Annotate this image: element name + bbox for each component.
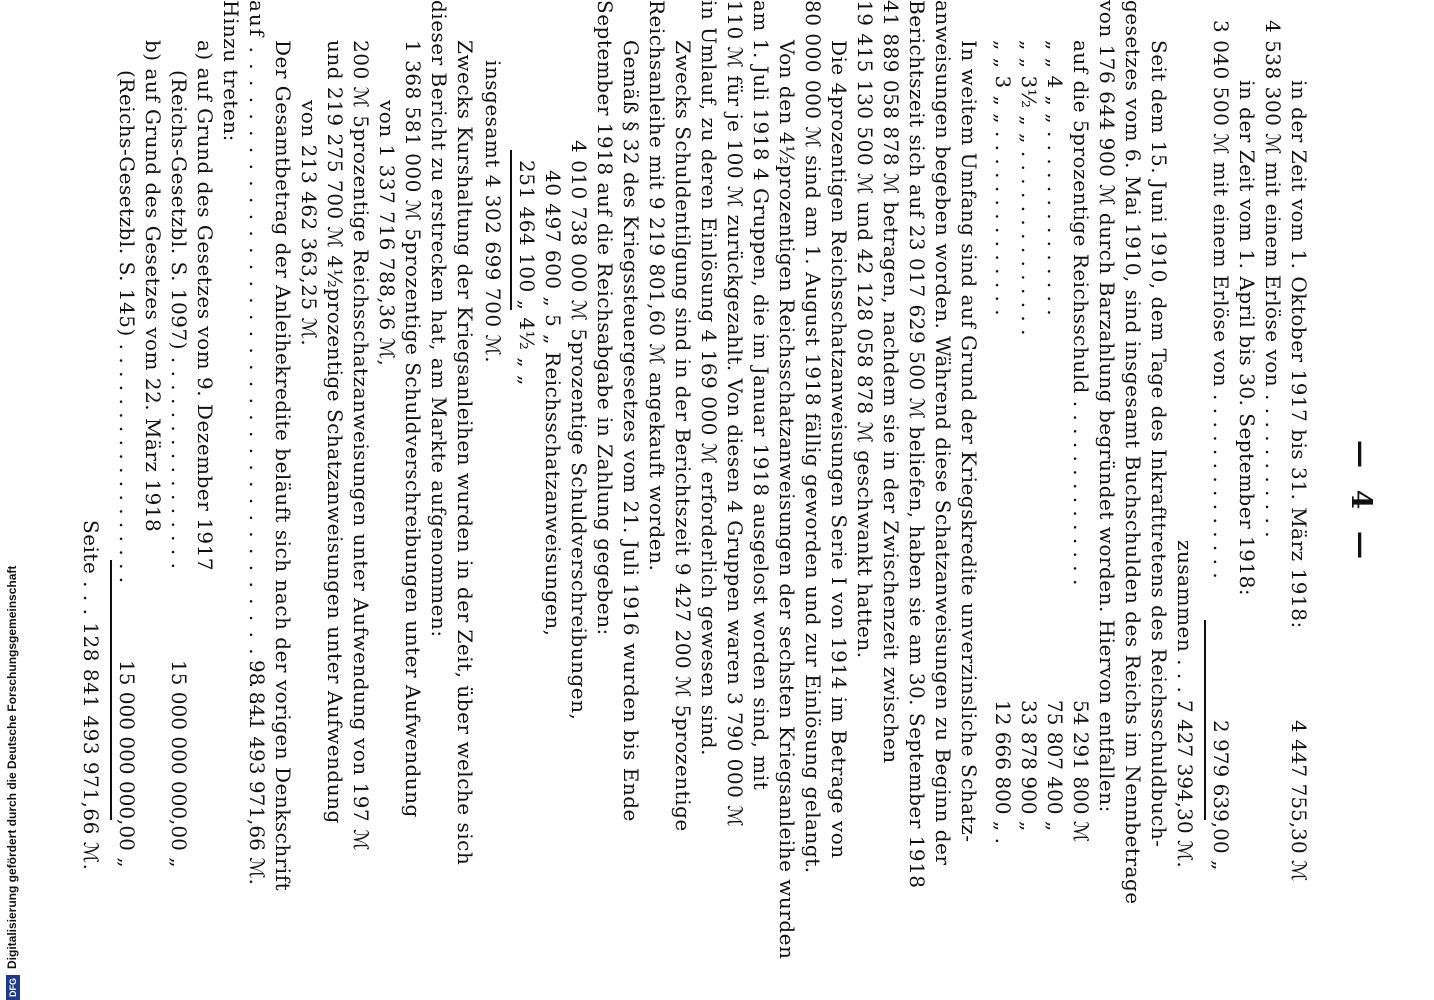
amount: 98 841 493 971,66 ℳ. xyxy=(245,660,269,885)
amount: 7 427 394,30 ℳ. xyxy=(1173,700,1197,868)
amount: 15 000 000 000,00 „ xyxy=(115,660,139,868)
text-line: 80 000 000 ℳ sind am 1. August 1918 fällig geworden und zur Einlösung gelangt. xyxy=(801,0,825,874)
text-line: auf die 5prozentige Reichsschuld . . . . . . . . . . . . . . xyxy=(1069,40,1093,586)
text-line: in der Zeit vom 1. April bis 30. September 1918: xyxy=(1235,80,1259,597)
digitization-footer xyxy=(2,0,22,1000)
text-line: in Umlauf, zu deren Einlösung 4 169 000 ℳ erforderlich gewesen sind. xyxy=(697,0,721,756)
text-line: von 1 337 716 788,36 ℳ, xyxy=(375,100,399,367)
text-line: 40 497 600 „ 5 „ Reichsschatzanweisungen, xyxy=(541,170,565,637)
text-line: Seit dem 15. Juni 1910, dem Tage des Inkrafttretens des Reichsschuldbuch- xyxy=(1147,40,1171,848)
dfg-logo: DFG xyxy=(6,975,20,1000)
text-line: anweisungen begeben worden. Während diese Schatzanweisungen zu Beginn der xyxy=(931,0,955,866)
text-line: dieser Bericht zu erstrecken hat, am Markte aufgenommen: xyxy=(427,0,451,638)
text-line: 1 368 581 000 ℳ 5prozentige Schuldverschreibungen unter Aufwendung xyxy=(401,40,425,818)
text-line: 4 538 300 ℳ mit einem Erlöse von . . . . . . . . . . . xyxy=(1261,20,1285,539)
text-line: Berichtszeit sich auf 23 017 629 500 ℳ beliefen, haben sie am 30. September 1918 xyxy=(905,0,929,889)
text-line: b) auf Grund des Gesetzes vom 22. März 1918 xyxy=(141,40,165,533)
text-line: am 1. Juli 1918 4 Gruppen, die im Januar 1918 ausgelost worden sind, mit xyxy=(749,0,773,791)
amount: 54 291 800 ℳ xyxy=(1069,700,1093,843)
amount: 75 807 400 „ xyxy=(1043,700,1067,832)
text-line: von 213 462 363,25 ℳ. xyxy=(297,100,321,347)
amount: 4 447 755,30 ℳ xyxy=(1287,720,1311,882)
footer-text: Digitalisierung gefördert durch die Deutsche Forschungsgemeinschaft xyxy=(5,565,19,969)
amount: 15 000 000 000,00 „ xyxy=(167,660,191,868)
text-line: 41 889 058 878 ℳ betragen, nachdem sie in der Zwischenzeit zwischen xyxy=(879,0,903,764)
text-line: 251 464 100 „ 4½ „ „ xyxy=(515,160,539,386)
text-line: Zwecks Schuldentilgung sind in der Berichtszeit 9 427 200 ℳ 5prozentige xyxy=(671,40,695,832)
sum-rule xyxy=(1204,620,1206,820)
text-line: Zwecks Kurshaltung der Kriegsanleihen wurden in der Zeit, über welche sich xyxy=(453,40,477,866)
text-line: 110 ℳ für je 100 ℳ zurückgezahlt. Von diesen 4 Gruppen waren 3 790 000 ℳ xyxy=(723,0,747,828)
text-line: insgesamt 4 302 699 700 ℳ. xyxy=(481,60,505,364)
text-line: und 219 275 700 ℳ 4½prozentige Schatzanweisungen unter Aufwendung xyxy=(323,40,347,824)
text-line: Die 4prozentigen Reichsschatzanweisungen Serie I von 1914 im Betrage von xyxy=(827,40,851,859)
text-line: zusammen . . . . xyxy=(1173,540,1197,708)
text-line: 3 040 500 ℳ mit einem Erlöse von . . . . . . . . . . . . . . xyxy=(1209,20,1233,580)
page-number: — 4 — xyxy=(1345,440,1378,565)
amount: 2 979 639,00 „ xyxy=(1209,720,1233,871)
text-line: auf . . . . . . . . . . . . . . . . . . . . . . . . . . . . . . . . . . . . . . . . . xyxy=(245,0,269,724)
text-line: in der Zeit vom 1. Oktober 1917 bis 31. März 1918: xyxy=(1287,80,1311,629)
text-line: Hinzu treten: xyxy=(219,0,243,142)
text-line: (Reichs-Gesetzbl. S. 145) . . . . . . . . . . . . . . . . . . xyxy=(115,70,139,584)
text-line: a) auf Grund des Gesetzes vom 9. Dezember 1917 xyxy=(193,40,217,572)
text-line: „ „ 3 „ „ . . . . . . . . . . . . . . xyxy=(991,40,1015,317)
text-line: September 1918 auf die Reichsabgabe in Zahlung gegeben: xyxy=(593,0,617,636)
text-line: In weitem Umfang sind auf Grund der Kriegskredite unverzinsliche Schatz- xyxy=(957,40,981,843)
text-line: Gemäß § 32 des Kriegssteuergesetzes vom 21. Juli 1916 wurden bis Ende xyxy=(619,40,643,822)
text-line: von 176 644 900 ℳ durch Barzahlung begründet worden. Hiervon entfallen: xyxy=(1095,0,1119,813)
text-line: 200 ℳ 5prozentige Reichsschatzanweisungen unter Aufwendung von 197 ℳ xyxy=(349,40,373,851)
text-line: 19 415 130 500 ℳ und 42 128 058 878 ℳ geschwankt hatten. xyxy=(853,0,877,659)
sum-rule xyxy=(510,150,512,310)
text-line: Von den 4½prozentigen Reichsschatzanweisungen der sechsten Kriegsanleihe wurden xyxy=(775,40,799,960)
text-line: 4 010 738 000 ℳ 5prozentige Schuldverschreibungen, xyxy=(567,140,591,721)
sum-rule xyxy=(110,560,112,820)
text-line: Der Gesamtbetrag der Anleihekredite beläuft sich nach der vorigen Denkschrift xyxy=(271,40,295,892)
amount: 33 878 900 „ xyxy=(1017,700,1041,832)
text-line: Reichsanleihe mit 9 219 801,60 ℳ angekauft worden. xyxy=(645,0,669,572)
page-total: Seite . . . 128 841 493 971,66 ℳ. xyxy=(79,520,103,871)
text-line: gesetzes vom 6. Mai 1910, sind insgesamt Buchschulden des Reichs im Nennbetrage xyxy=(1121,0,1145,905)
text-line: „ „ 4 „ „ . . . . . . . . . . . . . . xyxy=(1043,40,1067,317)
text-line: (Reichs-Gesetzbl. S. 1097) . . . . . . . . . . . . . . . . xyxy=(167,70,191,570)
amount: 12 666 800 „ . xyxy=(991,700,1015,844)
text-line: „ „ 3½ „ „ . . . . . . . . . . . . . . xyxy=(1017,40,1041,336)
